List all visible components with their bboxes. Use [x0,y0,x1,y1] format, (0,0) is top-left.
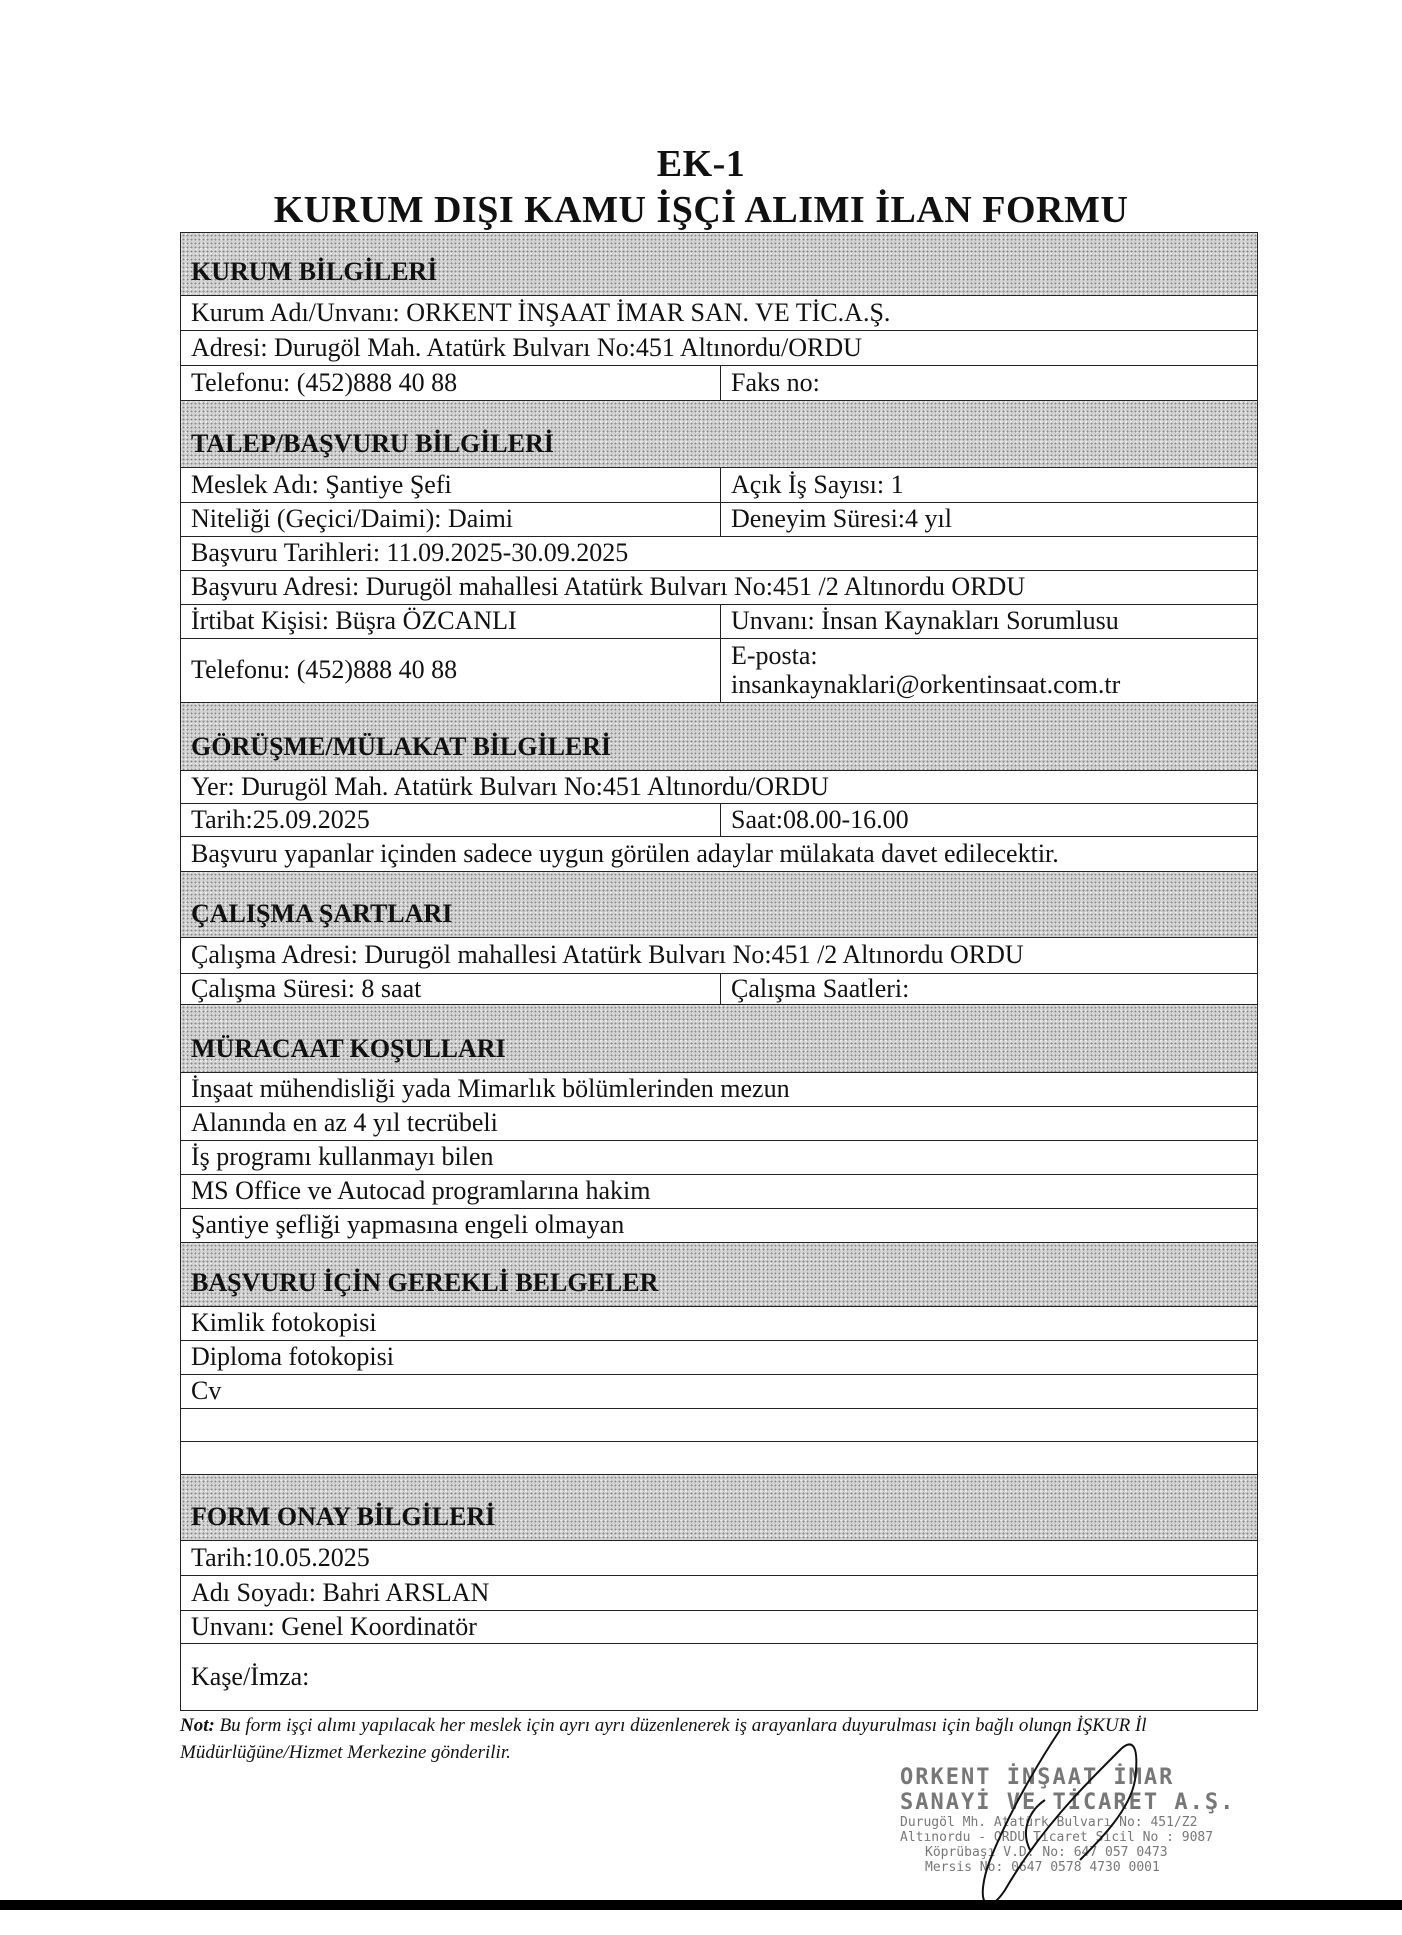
section-belgeler-heading: BAŞVURU İÇİN GEREKLİ BELGELER [181,1243,1258,1307]
contact-email: insankaynaklari@orkentinsaat.com.tr [731,669,1121,699]
contact-person: İrtibat Kişisi: Büşra ÖZCANLI [181,605,721,639]
stamp-line: SANAYİ VE TİCARET A.Ş. [900,1790,1236,1815]
annex-label: EK-1 [656,143,746,185]
footnote-label: Not: [180,1715,215,1736]
application-dates: Başvuru Tarihleri: 11.09.2025-30.09.2025 [181,537,1258,571]
requirement-item: MS Office ve Autocad programlarına hakim [181,1175,1258,1209]
stamp-line: Altınordu - ORDU Ticaret Sicil No : 9087 [900,1830,1214,1845]
work-address: Çalışma Adresi: Durugöl mahallesi Atatürk Bulvarı No:451 /2 Altınordu ORDU [181,938,1258,974]
document-item: Cv [181,1375,1258,1409]
approval-date: Tarih:10.05.2025 [181,1541,1258,1576]
requirement-item: Alanında en az 4 yıl tecrübeli [181,1107,1258,1141]
document-item: Diploma fotokopisi [181,1341,1258,1375]
application-address: Başvuru Adresi: Durugöl mahallesi Atatürk Bulvarı No:451 /2 Altınordu ORDU [181,571,1258,605]
document-item: Kimlik fotokopisi [181,1307,1258,1341]
contact-phone: Telefonu: (452)888 40 88 [181,639,721,703]
scan-edge [0,1900,1402,1910]
signature-icon [930,1720,1190,1920]
stamp-line: ORKENT İNŞAAT İMAR [900,1765,1175,1790]
work-hours: Çalışma Saatleri: [721,974,1258,1005]
interview-place: Yer: Durugöl Mah. Atatürk Bulvarı No:451 Altınordu/ORDU [181,771,1258,804]
stamp-line: Durugöl Mh. Atatürk Bulvarı No: 451/Z2 [900,1815,1198,1830]
footnote-text: Bu form işçi alımı yapılacak her meslek için ayrı ayrı düzenlenerek iş arayanlara duyurulması için bağlı olunan İŞKUR İl Müdürlüğüne/Hizmet Merkezine gönderilir. [180,1715,1147,1763]
institution-fax: Faks no: [721,366,1258,401]
approver-name: Adı Soyadı: Bahri ARSLAN [181,1576,1258,1611]
profession: Meslek Adı: Şantiye Şefi [181,468,721,503]
document-item-empty [181,1442,1258,1475]
section-onay-heading: FORM ONAY BİLGİLERİ [181,1475,1258,1541]
institution-phone: Telefonu: (452)888 40 88 [181,366,721,401]
stamp-line: Mersis No: 0647 0578 4730 0001 [925,1860,1160,1875]
requirement-item: İnşaat mühendisliği yada Mimarlık bölümlerinden mezun [181,1073,1258,1107]
job-nature: Niteliği (Geçici/Daimi): Daimi [181,503,721,537]
email-label: E-posta: [731,640,818,670]
interview-note: Başvuru yapanlar içinden sadece uygun görülen adaylar mülakata davet edilecektir. [181,837,1258,872]
job-posting-form [180,232,1258,1711]
approver-title: Unvanı: Genel Koordinatör [181,1611,1258,1644]
contact-title: Unvanı: İnsan Kaynakları Sorumlusu [721,605,1258,639]
institution-name: Kurum Adı/Unvanı: ORKENT İNŞAAT İMAR SAN. VE TİC.A.Ş. [181,296,1258,331]
section-kurum-heading: KURUM BİLGİLERİ [181,233,1258,296]
section-gorusme-heading: GÖRÜŞME/MÜLAKAT BİLGİLERİ [181,703,1258,771]
experience: Deneyim Süresi:4 yıl [721,503,1258,537]
stamp-line: Köprübaşı V.D. No: 647 057 0473 [925,1845,1168,1860]
section-talep-heading: TALEP/BAŞVURU BİLGİLERİ [181,401,1258,468]
stamp-signature-field: Kaşe/İmza: [181,1644,1258,1711]
work-duration: Çalışma Süresi: 8 saat [181,974,721,1005]
section-calisma-heading: ÇALIŞMA ŞARTLARI [181,872,1258,938]
interview-date: Tarih:25.09.2025 [181,804,721,837]
section-muracaat-heading: MÜRACAAT KOŞULLARI [181,1005,1258,1073]
requirement-item: Şantiye şefliği yapmasına engeli olmayan [181,1209,1258,1243]
document-item-empty [181,1409,1258,1442]
institution-address: Adresi: Durugöl Mah. Atatürk Bulvarı No:451 Altınordu/ORDU [181,331,1258,366]
interview-time: Saat:08.00-16.00 [721,804,1258,837]
requirement-item: İş programı kullanmayı bilen [181,1141,1258,1175]
openings: Açık İş Sayısı: 1 [721,468,1258,503]
form-title: KURUM DIŞI KAMU İŞÇİ ALIMI İLAN FORMU [273,189,1129,231]
